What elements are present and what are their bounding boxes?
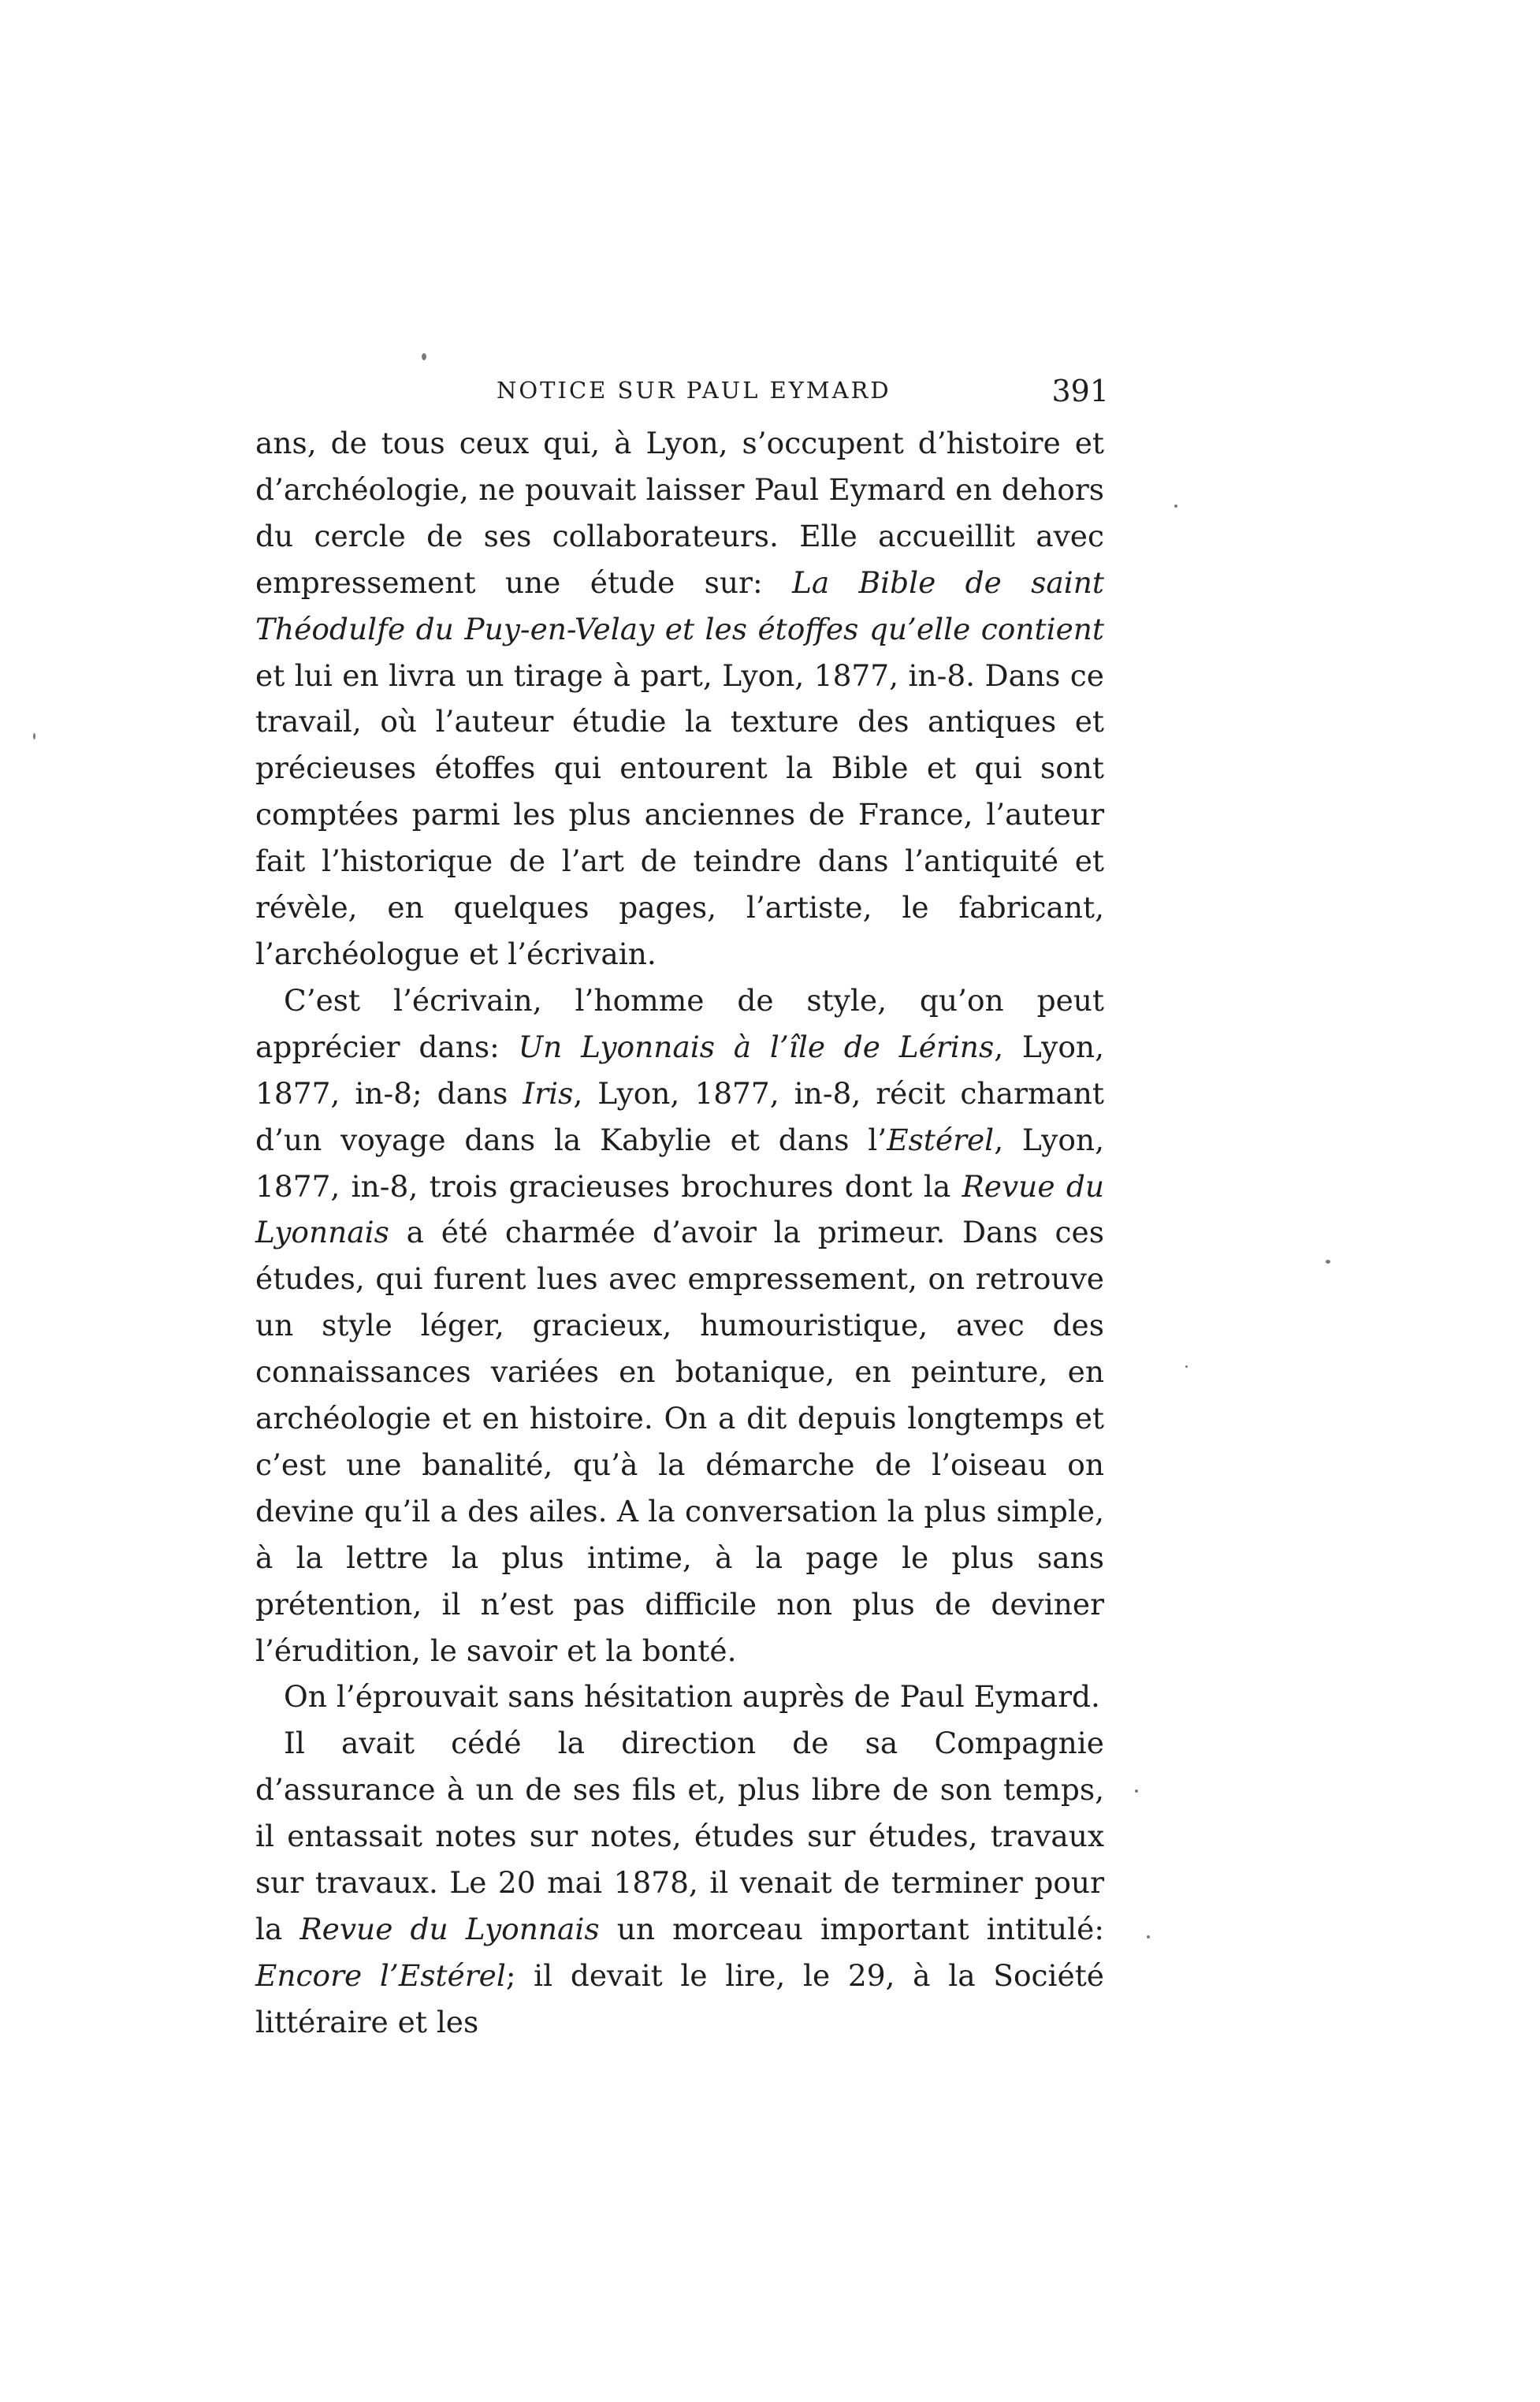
text-run: C’est l’écrivain, l’homme de style, qu’on peut apprécier dans: (255, 982, 1104, 1064)
paper-speck (1185, 1365, 1188, 1368)
text-run: ; il devait le lire, le 29, à la Société littéraire et les (255, 1957, 1104, 2039)
paragraph (255, 978, 1104, 1674)
paper-speck (1147, 1935, 1150, 1938)
body-text (255, 420, 1104, 2046)
text-run: , Lyon, 1877, in-8, récit charmant d’un voyage dans la Kabylie et dans l’ (255, 1075, 1105, 1157)
paragraph (255, 1720, 1104, 2045)
text-run: On l’éprouvait sans hésitation auprès de Paul Eymard. (284, 1679, 1100, 1715)
journal-title: Revue du Lyonnais (255, 1168, 1104, 1250)
paragraph (255, 1674, 1104, 1720)
text-run: Il avait cédé la direction de sa Compagnie d’assurance à un de ses fils et, plus libre de son temps, il entassait notes sur notes, études sur études, travaux sur travaux. Le 20 mai 1878, il venait de terminer pour la (255, 1726, 1104, 1946)
page-header (473, 374, 1139, 413)
paper-speck (1135, 1789, 1138, 1793)
text-run: un morceau important intitulé: (599, 1912, 1104, 1946)
book-title: Iris (523, 1075, 574, 1111)
page-number: 391 (1051, 374, 1109, 408)
book-title: La Bible de saint Théodulfe du Puy-en-Velay et les étoffes qu’elle contient (255, 564, 1104, 646)
book-title: Estérel (887, 1122, 995, 1157)
text-run: a été charmée d’avoir la primeur. Dans ces études, qui furent lues avec empressement, on retrouve un style léger, gracieux, humouristique, avec des connaissances variées en botanique, en peinture, en archéologie et en histoire. On a dit depuis longtemps et c’est une banalité, qu’à la démarche de l’oiseau on devine qu’il a des ailes. A la conversation la plus simple, à la lettre la plus intime, à la page le plus sans prétention, il n’est pas difficile non plus de deviner l’érudition, le savoir et la bonté. (255, 1215, 1104, 1668)
text-run: et lui en livra un tirage à part, Lyon, 1877, in-8. Dans ce travail, où l’auteur étudie la texture des antiques et précieuses étoffes qui entourent la Bible et qui sont comptées parmi les plus anciennes de France, l’auteur fait l’historique de l’art de teindre dans l’antiquité et révèle, en quelques pages, l’artiste, le fabricant, l’archéologue et l’écrivain. (255, 657, 1104, 971)
paragraph (255, 420, 1104, 978)
paper-speck (33, 733, 35, 739)
paper-speck (1174, 505, 1177, 508)
text-run: , Lyon, 1877, in-8; dans (255, 1029, 1104, 1111)
journal-title: Revue du Lyonnais (299, 1912, 600, 1946)
book-title: Encore l’Estérel (255, 1957, 506, 1993)
book-title: Un Lyonnais à l’île de Lérins (518, 1029, 995, 1064)
text-run: , Lyon, 1877, in-8, trois gracieuses brochures dont la (255, 1122, 1104, 1204)
paper-speck (422, 353, 426, 360)
text-run: ans, de tous ceux qui, à Lyon, s’occupent d’histoire et d’archéologie, ne pouvait laisser Paul Eymard en dehors du cercle de ses collaborateurs. Elle accueillit avec empressement une étude sur: (255, 426, 1104, 600)
running-title: NOTICE SUR PAUL EYMARD (497, 377, 891, 404)
paper-speck (1326, 1260, 1330, 1264)
